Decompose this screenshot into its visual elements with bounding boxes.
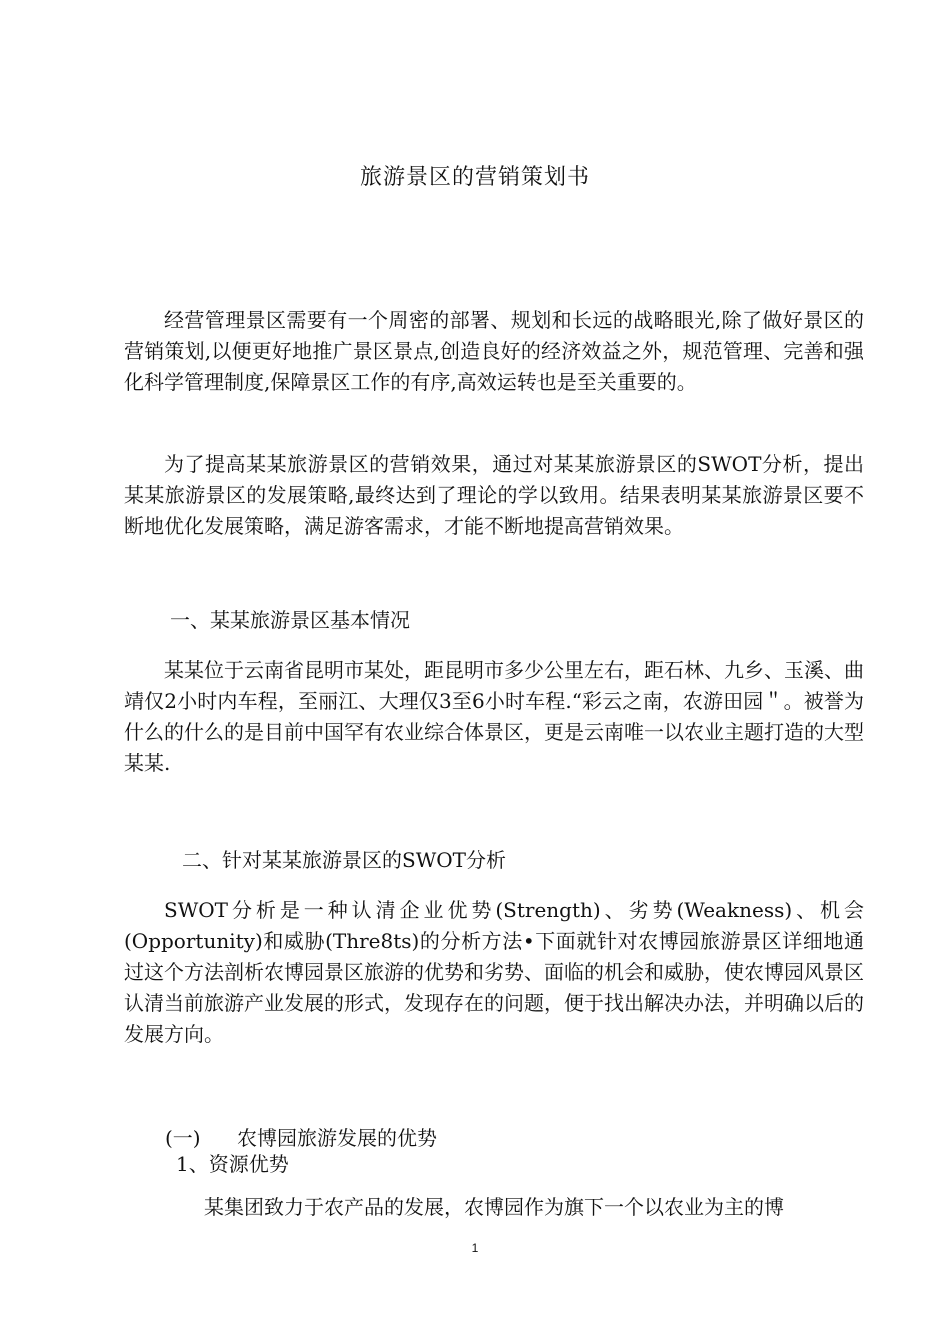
section1-paragraph: 某某位于云南省昆明市某处，距昆明市多少公里左右，距石林、九乡、玉溪、曲靖仅2小时内车程，至丽江、大理仅3至6小时车程.“彩云之南，农游田园＂。被誉为什么的什么的是目前中国罕有农业综合体景区，更是云南唯一以农业主题打造的大型某某. — [124, 658, 864, 775]
intro-paragraph-1: 经营管理景区需要有一个周密的部署、规划和长远的战略眼光,除了做好景区的营销策划,以便更好地推广景区景点,创造良好的经济效益之外，规范管理、完善和强化科学管理制度,保障景区工作的有序,高效运转也是至关重要的。 — [124, 308, 864, 394]
subsection-heading-row — [165, 1124, 437, 1152]
section2-heading: 二、针对某某旅游景区的SWOT分析 — [182, 848, 506, 872]
item-heading: 1、资源优势 — [176, 1152, 289, 1176]
subsection-paragraph: 某集团致力于农产品的发展，农博园作为旗下一个以农业为主的博 — [204, 1195, 784, 1219]
subsection-heading: 农博园旅游发展的优势 — [237, 1126, 437, 1150]
intro-paragraph-2: 为了提高某某旅游景区的营销效果，通过对某某旅游景区的SWOT分析，提出某某旅游景区的发展策略,最终达到了理论的学以致用。结果表明某某旅游景区要不断地优化发展策略，满足游客需求，才能不断地提高营销效果。 — [124, 452, 864, 538]
document-title: 旅游景区的营销策划书 — [359, 165, 590, 190]
section1-heading: 一、某某旅游景区基本情况 — [170, 608, 410, 632]
section2-paragraph: SWOT分析是一种认清企业优势(Strength)、劣势(Weakness)、机会(Opportunity)和威胁(Thre8ts)的分析方法•下面就针对农博园旅游景区详细地通过这个方法剖析农博园景区旅游的优势和劣势、面临的机会和威胁，使农博园风景区认清当前旅游产业发展的形式，发现存在的问题，便于找出解决办法，并明确以后的发展方向。 — [124, 898, 864, 1046]
page-number: 1 — [471, 1241, 479, 1255]
subsection-number: (一) — [165, 1126, 201, 1150]
